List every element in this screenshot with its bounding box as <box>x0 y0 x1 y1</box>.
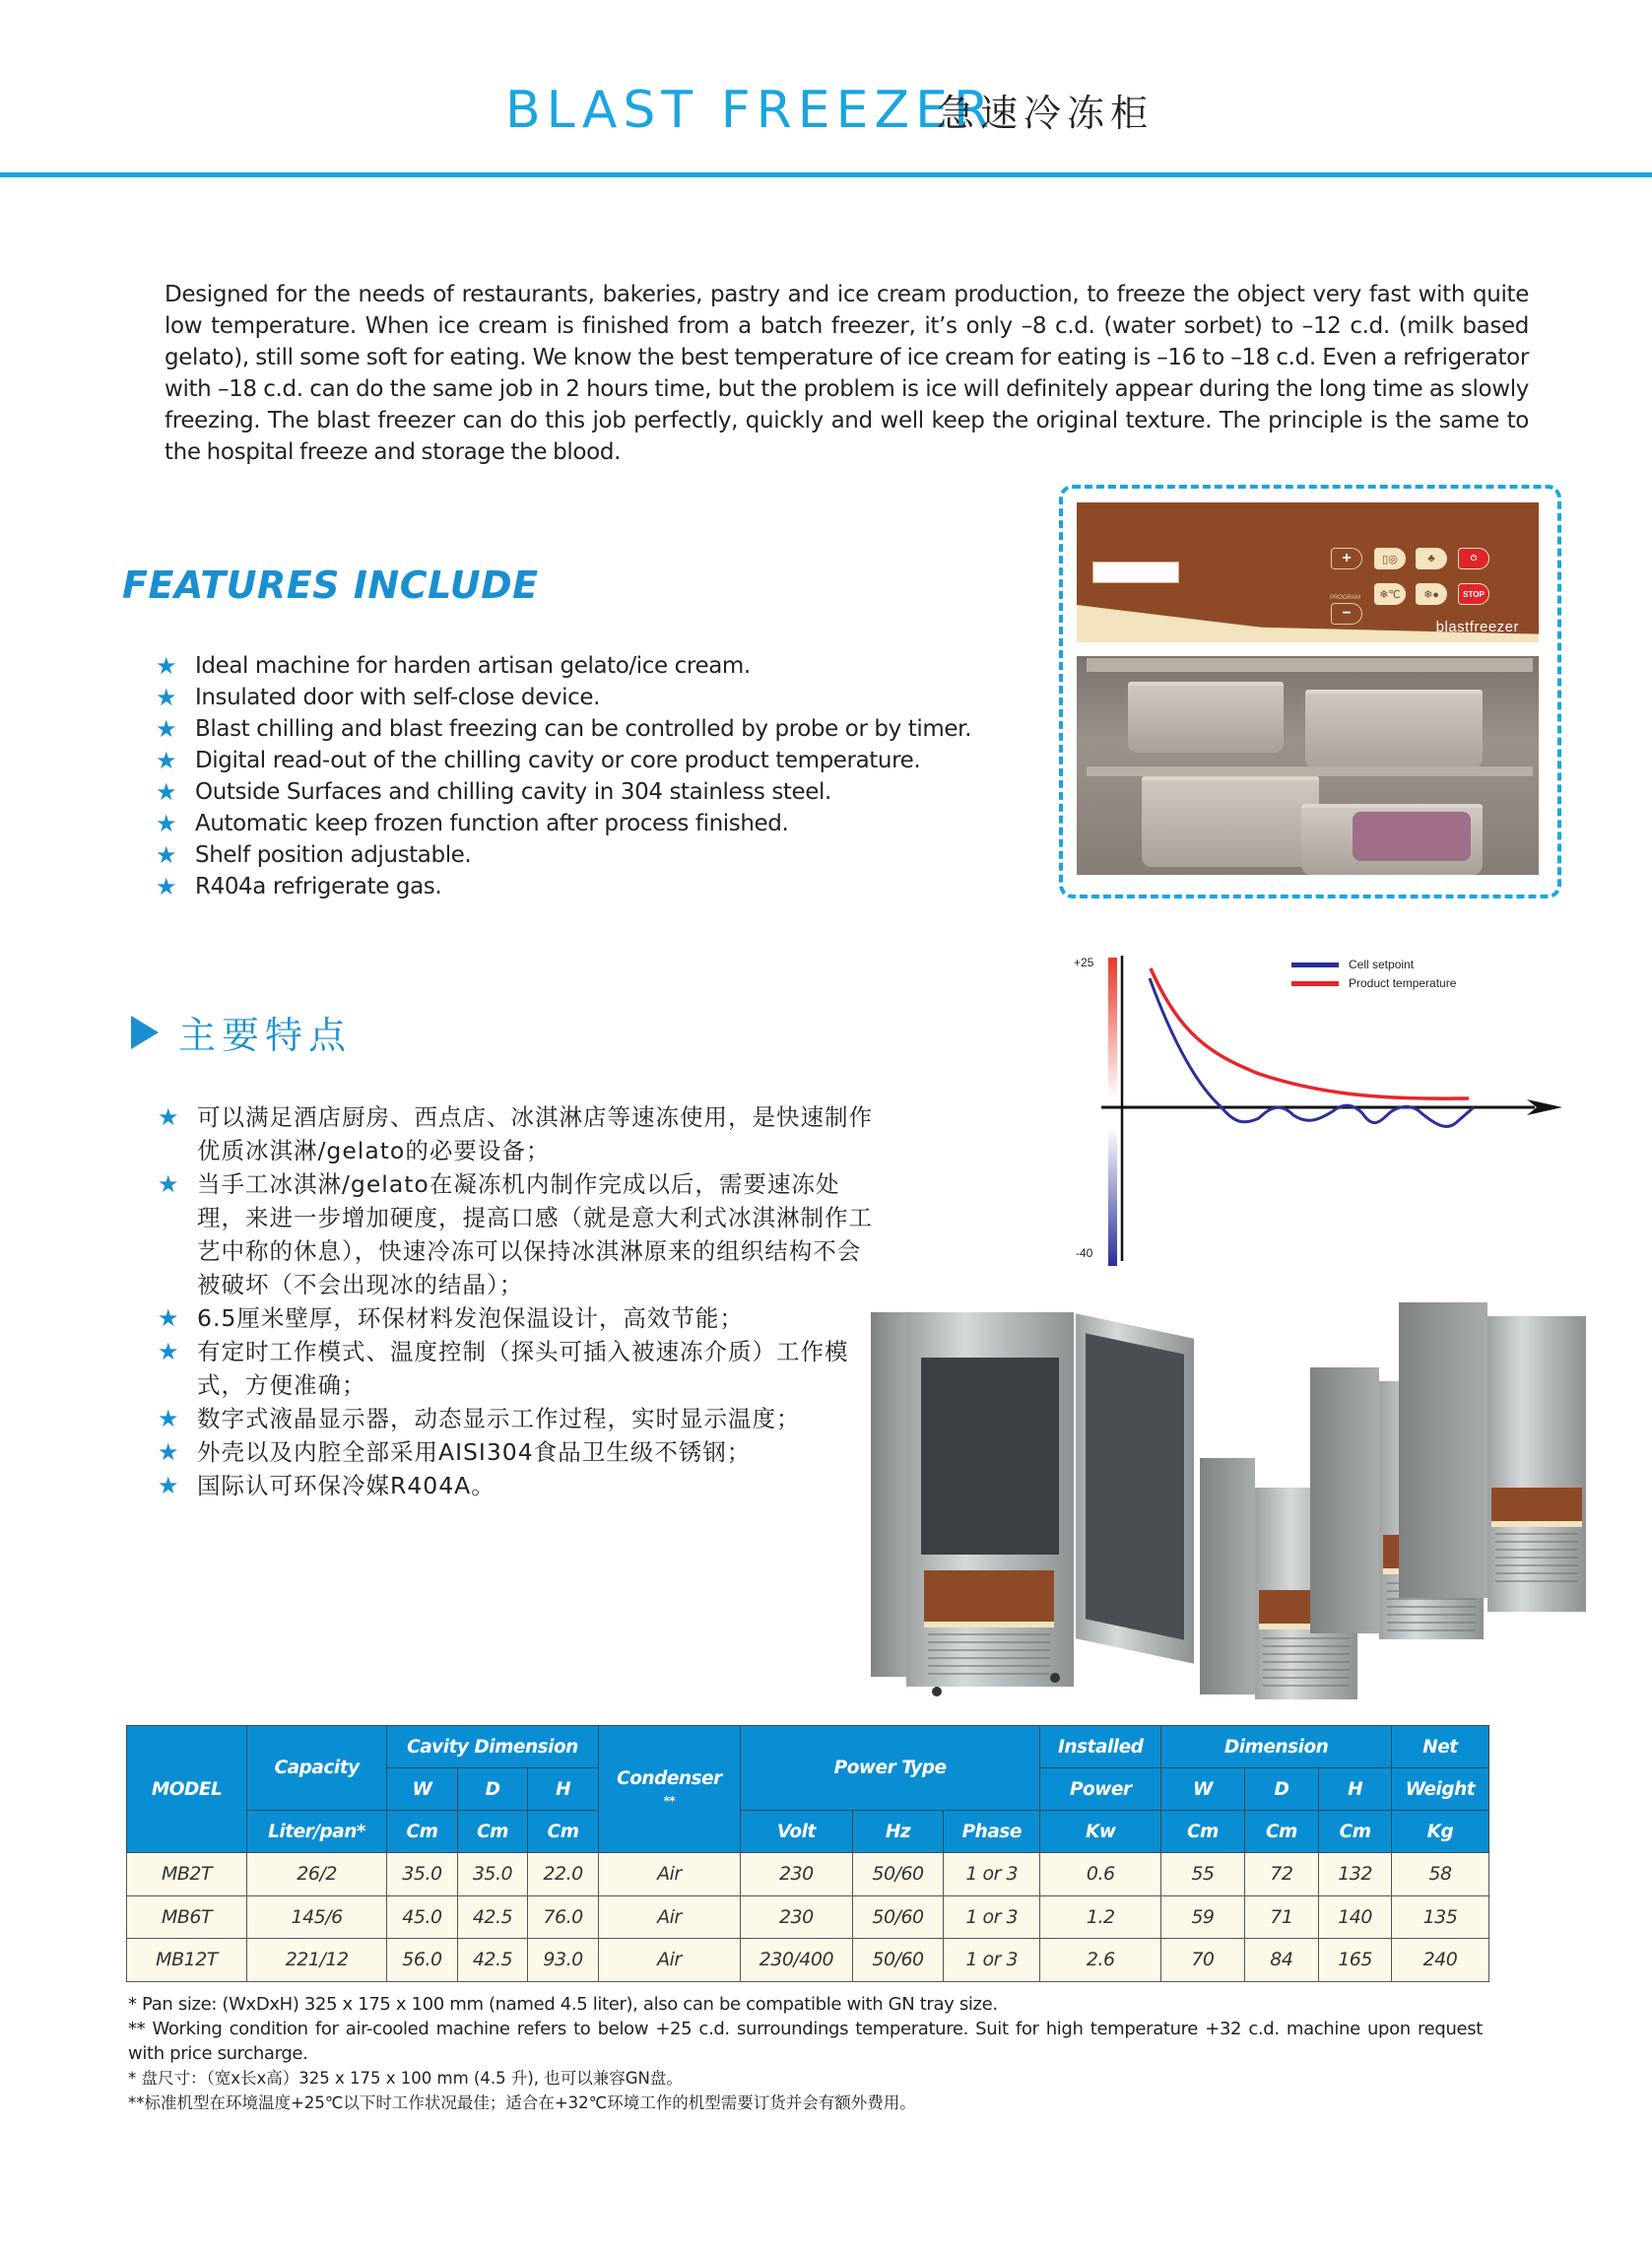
feature-text: Blast chilling and blast freezing can be controlled by probe or by timer. <box>195 716 971 742</box>
star-icon: ★ <box>156 652 177 680</box>
footnotes <box>128 1992 1483 2115</box>
col-power: Power <box>1040 1768 1161 1811</box>
legend-label: Cell setpoint <box>1349 958 1415 971</box>
feature-cn-text: 6.5厘米壁厚，环保材料发泡保温设计，高效节能； <box>197 1304 744 1332</box>
unit-phase: Phase <box>944 1811 1040 1853</box>
freeze-icon: ❄● <box>1416 583 1447 605</box>
col-dim-d: D <box>1244 1768 1319 1811</box>
unit-capacity: Liter/pan* <box>247 1811 387 1853</box>
star-icon: ★ <box>156 747 177 774</box>
page-title-cn: 急速冷冻柜 <box>937 92 1155 135</box>
cabinet-side <box>1399 1302 1487 1598</box>
feature-text: Automatic keep frozen function after process finished. <box>195 811 789 836</box>
ice-cream <box>1353 812 1471 861</box>
header-divider <box>0 172 1652 177</box>
cell-weight: 58 <box>1391 1853 1488 1896</box>
program-label: PROGRAM <box>1330 595 1361 601</box>
cell-cavity-h: 76.0 <box>528 1895 599 1939</box>
shelf-photo <box>1077 656 1539 875</box>
cell-dim-d: 84 <box>1244 1939 1319 1982</box>
unit-cm: Cm <box>457 1811 528 1853</box>
cell-phase: 1 or 3 <box>944 1895 1040 1939</box>
cell-cavity-d: 42.5 <box>457 1939 528 1982</box>
note-working-condition: ** Working condition for air-cooled machine refers to below +25 c.d. surroundings temperature. Suit for high temperature +32 c.d. machine upon request with price surcharge. <box>128 2019 1483 2064</box>
col-net: Net <box>1391 1726 1488 1768</box>
page-header <box>0 0 1652 182</box>
timer-probe-icon: ▯◎ <box>1374 548 1406 569</box>
star-icon: ★ <box>158 1338 180 1365</box>
cell-dim-d: 72 <box>1244 1853 1319 1896</box>
cell-cavity-w: 35.0 <box>387 1853 458 1896</box>
cell-cavity-h: 22.0 <box>528 1853 599 1896</box>
temperature-chart <box>1062 946 1574 1271</box>
note-pan-size-cn: * 盘尺寸：（宽x长x高）325 x 175 x 100 mm (4.5 升), 也可以兼容GN盘。 <box>128 2069 683 2088</box>
vent-grille <box>928 1633 1050 1677</box>
col-cavity-h: H <box>528 1768 599 1811</box>
legend-cell-setpoint <box>1291 958 1414 971</box>
star-icon: ★ <box>158 1472 180 1499</box>
pan <box>1142 776 1319 867</box>
feature-text: Ideal machine for harden artisan gelato/ice cream. <box>195 653 751 679</box>
condenser-label: Condenser <box>617 1768 722 1789</box>
col-model: MODEL <box>127 1726 247 1853</box>
note-working-condition-cn: **标准机型在环境温度+25℃以下时工作状况最佳；适合在+32℃环境工作的机型需要订货并会有额外费用。 <box>128 2093 916 2112</box>
spec-table <box>126 1725 1489 1982</box>
unit-kg: Kg <box>1391 1811 1488 1853</box>
star-icon: ★ <box>156 841 177 869</box>
unit-cm: Cm <box>1161 1811 1244 1853</box>
star-icon: ★ <box>156 873 177 900</box>
col-power-type: Power Type <box>741 1726 1040 1811</box>
unit-hz: Hz <box>852 1811 944 1853</box>
feature-item <box>156 808 971 839</box>
star-icon: ★ <box>156 810 177 837</box>
cell-cavity-h: 93.0 <box>528 1939 599 1982</box>
vent-grille <box>1495 1533 1578 1586</box>
feature-cn-text: 有定时工作模式、温度控制（探头可插入被速冻介质）工作模式，方便准确； <box>197 1338 849 1399</box>
feature-text: Outside Surfaces and chilling cavity in 304 stainless steel. <box>195 779 831 805</box>
feature-cn-text: 国际认可环保冷媒R404A。 <box>197 1472 496 1499</box>
feature-item <box>156 871 971 902</box>
cell-model: MB6T <box>127 1895 247 1939</box>
cell-weight: 135 <box>1391 1895 1488 1939</box>
col-condenser <box>598 1726 740 1853</box>
col-weight: Weight <box>1391 1768 1488 1811</box>
cell-dim-h: 165 <box>1319 1939 1392 1982</box>
cell-capacity: 221/12 <box>247 1939 387 1982</box>
defrost-icon: ♣ <box>1416 548 1447 569</box>
cell-model: MB12T <box>127 1939 247 1982</box>
cell-weight: 240 <box>1391 1939 1488 1982</box>
cell-volt: 230 <box>741 1853 853 1896</box>
star-icon: ★ <box>156 778 177 806</box>
feature-cn-text: 可以满足酒店厨房、西点店、冰淇淋店等速冻使用，是快速制作优质冰淇淋/gelato的必要设备； <box>197 1103 873 1164</box>
chill-temp-icon: ❄℃ <box>1374 583 1406 605</box>
features-cn-list <box>158 1100 877 1502</box>
col-installed: Installed <box>1040 1726 1161 1768</box>
col-dim-w: W <box>1161 1768 1244 1811</box>
y-max-label: +25 <box>1074 956 1094 969</box>
star-icon: ★ <box>158 1405 180 1432</box>
features-cn-heading <box>131 1005 352 1059</box>
cabinet-control-panel <box>924 1570 1054 1627</box>
lcd-display <box>1092 562 1179 583</box>
product-photo <box>867 1293 1596 1706</box>
unit-cm: Cm <box>1244 1811 1319 1853</box>
cell-capacity: 26/2 <box>247 1853 387 1896</box>
legend-label: Product temperature <box>1349 976 1457 990</box>
cell-hz: 50/60 <box>852 1853 944 1896</box>
caster <box>1050 1673 1060 1683</box>
col-cavity-dimension: Cavity Dimension <box>387 1726 599 1768</box>
feature-text: Insulated door with self-close device. <box>195 685 600 710</box>
feature-item <box>156 682 971 713</box>
intro-paragraph: Designed for the needs of restaurants, bakeries, pastry and ice cream production, to freeze the object very fast with quite low temperature. When ice cream is finished from a batch freezer, it’s only –8 c.d. (water sorbet) to –12 c.d. (milk based gelato), still some soft for eating. We know the best temperature of ice cream for eating is –16 to –18 c.d. Even a refrigerator with –18 c.d. can do the same job in 2 hours time, but the problem is ice will definitely appear during the long time as slowly freezing. The blast freezer can do this job perfectly, quickly and well keep the original texture. The principle is the same to the hospital freeze and storage the blood. <box>165 282 1529 465</box>
feature-item <box>156 745 971 776</box>
star-icon: ★ <box>156 715 177 743</box>
feature-cn-text: 当手工冰淇淋/gelato在凝冻机内制作完成以后，需要速冻处理，来进一步增加硬度，提高口感（就是意大利式冰淇淋制作工艺中称的休息），快速冷冻可以保持冰淇淋原来的组织结构不会被破坏（不会出现冰的结晶）； <box>197 1170 873 1298</box>
legend-swatch-blue <box>1291 963 1339 967</box>
stop-button: STOP <box>1458 583 1489 605</box>
cell-dim-w: 55 <box>1161 1853 1244 1896</box>
unit-cm: Cm <box>1319 1811 1392 1853</box>
feature-item <box>156 776 971 808</box>
cell-kw: 0.6 <box>1040 1853 1161 1896</box>
feature-item <box>156 650 971 682</box>
cell-volt: 230 <box>741 1895 853 1939</box>
cell-kw: 2.6 <box>1040 1939 1161 1982</box>
feature-cn-item <box>158 1301 877 1335</box>
features-cn-title: 主要特点 <box>178 1014 353 1057</box>
unit-cm: Cm <box>528 1811 599 1853</box>
minus-button: − <box>1331 603 1362 625</box>
feature-text: Digital read-out of the chilling cavity or core product temperature. <box>195 748 921 773</box>
star-icon: ★ <box>158 1103 180 1131</box>
cell-phase: 1 or 3 <box>944 1853 1040 1896</box>
cell-cavity-d: 42.5 <box>457 1895 528 1939</box>
cell-hz: 50/60 <box>852 1939 944 1982</box>
feature-item <box>156 839 971 871</box>
unit-volt: Volt <box>741 1811 853 1853</box>
feature-cn-text: 外壳以及内腔全部采用AISI304食品卫生级不锈钢； <box>197 1438 752 1466</box>
cell-capacity: 145/6 <box>247 1895 387 1939</box>
feature-cn-item <box>158 1335 877 1402</box>
arrow-right-icon <box>131 1016 159 1049</box>
star-icon: ★ <box>158 1438 180 1466</box>
features-list <box>156 650 971 902</box>
col-capacity: Capacity <box>247 1726 387 1811</box>
col-dimension: Dimension <box>1161 1726 1392 1768</box>
page-title: BLAST FREEZER <box>505 81 996 140</box>
cabinet-side <box>1310 1367 1379 1633</box>
cell-phase: 1 or 3 <box>944 1939 1040 1982</box>
note-pan-size: * Pan size: (WxDxH) 325 x 175 x 100 mm (named 4.5 liter), also can be compatible with GN tray size. <box>128 1994 998 2015</box>
cabinet-side <box>871 1312 910 1677</box>
feature-item <box>156 713 971 745</box>
cell-cavity-d: 35.0 <box>457 1853 528 1896</box>
feature-cn-text: 数字式液晶显示器，动态显示工作过程，实时显示温度； <box>197 1405 801 1432</box>
cabinet-control-panel <box>1491 1488 1582 1527</box>
cabinet-interior <box>921 1358 1059 1555</box>
unit-cm: Cm <box>387 1811 458 1853</box>
feature-cn-item <box>158 1100 877 1167</box>
table-row <box>127 1895 1489 1939</box>
brand-label: blastfreezer <box>1435 619 1519 635</box>
legend-product-temp <box>1291 976 1456 990</box>
unit-kw: Kw <box>1040 1811 1161 1853</box>
feature-cn-item <box>158 1469 877 1502</box>
cell-dim-d: 71 <box>1244 1895 1319 1939</box>
star-icon: ★ <box>156 684 177 711</box>
features-heading: FEATURES INCLUDE <box>122 564 539 607</box>
col-cavity-d: D <box>457 1768 528 1811</box>
cell-cavity-w: 45.0 <box>387 1895 458 1939</box>
cell-condenser: Air <box>598 1895 740 1939</box>
table-row <box>127 1939 1489 1982</box>
feature-cn-item <box>158 1167 877 1301</box>
pan <box>1305 690 1483 768</box>
cell-condenser: Air <box>598 1939 740 1982</box>
cell-condenser: Air <box>598 1853 740 1896</box>
feature-cn-item <box>158 1402 877 1435</box>
star-icon: ★ <box>158 1304 180 1332</box>
shelf <box>1087 658 1533 672</box>
cabinet-side <box>1200 1458 1255 1694</box>
cell-hz: 50/60 <box>852 1895 944 1939</box>
col-cavity-w: W <box>387 1768 458 1811</box>
cell-dim-w: 59 <box>1161 1895 1244 1939</box>
cell-dim-h: 132 <box>1319 1853 1392 1896</box>
cell-kw: 1.2 <box>1040 1895 1161 1939</box>
table-header-row <box>127 1726 1489 1768</box>
y-min-label: -40 <box>1076 1246 1093 1260</box>
cell-model: MB2T <box>127 1853 247 1896</box>
feature-cn-item <box>158 1435 877 1469</box>
chart-svg <box>1062 946 1574 1271</box>
vent-grille <box>1263 1637 1350 1693</box>
cell-dim-w: 70 <box>1161 1939 1244 1982</box>
col-dim-h: H <box>1319 1768 1392 1811</box>
control-panel-image <box>1077 502 1539 642</box>
feature-text: Shelf position adjustable. <box>195 842 472 868</box>
cell-cavity-w: 56.0 <box>387 1939 458 1982</box>
cell-dim-h: 140 <box>1319 1895 1392 1939</box>
condenser-note: ** <box>663 1794 676 1808</box>
table-units-row <box>127 1811 1489 1853</box>
shelf <box>1087 766 1533 776</box>
cell-volt: 230/400 <box>741 1939 853 1982</box>
plus-button: + <box>1331 548 1362 569</box>
caster <box>932 1687 942 1696</box>
door-inner <box>1086 1333 1184 1639</box>
star-icon: ★ <box>158 1170 180 1198</box>
feature-text: R404a refrigerate gas. <box>195 874 442 899</box>
legend-swatch-red <box>1291 981 1339 986</box>
table-row <box>127 1853 1489 1896</box>
pan <box>1128 682 1284 753</box>
power-icon: ⏻ <box>1458 548 1489 569</box>
